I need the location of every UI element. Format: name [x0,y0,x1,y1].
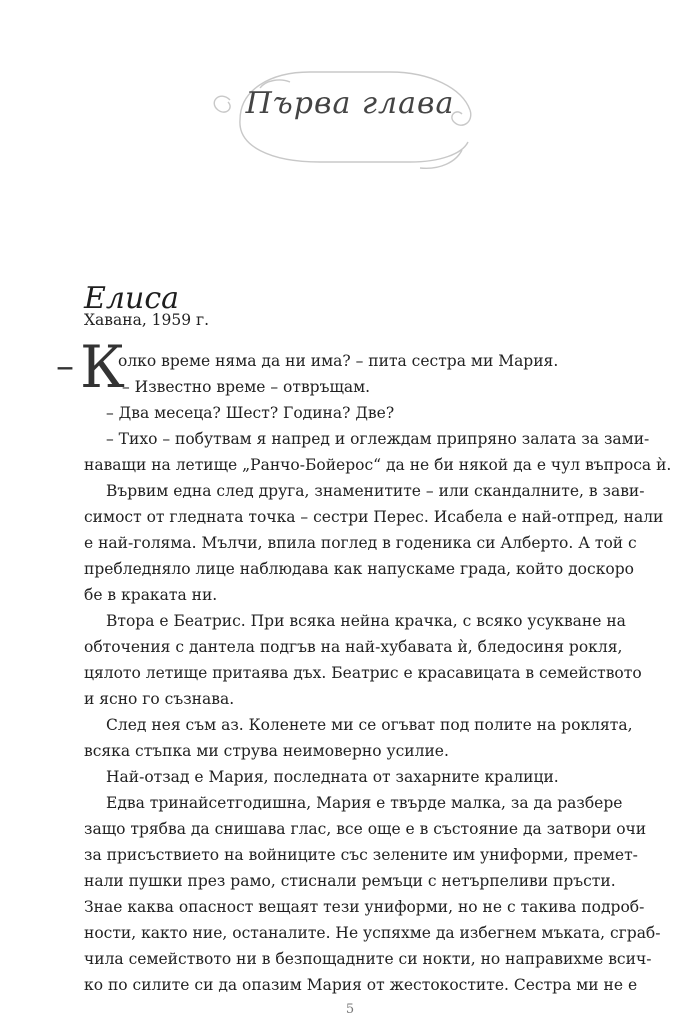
text-line: чила семейството ни в безпощадните си нокти, но направихме всич- [84,950,652,968]
place-date: Хавана, 1959 г. [84,311,210,329]
text-line: и ясно го съзнава. [84,690,235,708]
text-line: симост от гледната точка – сестри Перес. Исабела е най-отпред, нали [84,508,664,526]
text-line: ко по силите си да опазим Мария от жестокостите. Сестра ми не е [84,976,638,994]
text-line: – Известно време – отвръщам. [122,378,371,396]
text-line: Знае каква опасност вещаят тези униформи, но не с такива подроб- [84,898,645,916]
text-line: – Тихо – побутвам я напред и оглеждам припряно залата за зами- [106,430,650,448]
text-line: ности, както ние, останалите. Не успяхме да избегнем мъката, сграб- [84,924,661,942]
text-line: всяка стъпка ми струва неимоверно усилие. [84,742,449,760]
text-line: олко време няма да ни има? – пита сестра ми Мария. [118,352,559,370]
text-line: Едва тринайсетгодишна, Мария е твърде малка, за да разбере [106,794,623,812]
character-name: Елиса [84,281,180,316]
text-line: цялото летище притаява дъх. Беатрис е красавицата в семейството [84,664,642,682]
page-number: 5 [345,1002,355,1017]
text-line: е най-голяма. Мълчи, впила поглед в годеника си Алберто. А той с [84,534,637,552]
drop-dash: – [56,346,74,387]
text-line: пребледняло лице наблюдава как напускаме града, който доскоро [84,560,634,578]
text-line: – Два месеца? Шест? Година? Две? [106,404,395,422]
text-line: бе в краката ни. [84,586,218,604]
text-line: наващи на летище „Ранчо-Бойерос“ да не би някой да е чул въпроса ѝ. [84,456,672,474]
text-line: за присъствието на войниците със зелените им униформи, премет- [84,846,638,864]
text-line: Най-отзад е Мария, последната от захарните кралици. [106,768,559,786]
text-line: нали пушки през рамо, стиснали ремъци с нетърпеливи пръсти. [84,872,616,890]
text-line: След нея съм аз. Коленете ми се огъват под полите на роклята, [106,716,633,734]
text-line: Втора е Беатрис. При всяка нейна крачка, с всяко усукване на [106,612,626,630]
text-line: защо трябва да снишава глас, все още е в състояние да затвори очи [84,820,647,838]
chapter-title: Първа глава [245,86,455,121]
text-line: Вървим една след друга, знаменитите – или скандалните, в зави- [106,482,645,500]
text-line: обточения с дантела подгъв на най-хубавата ѝ, бледосиня рокля, [84,638,623,656]
drop-cap: К [80,333,125,401]
